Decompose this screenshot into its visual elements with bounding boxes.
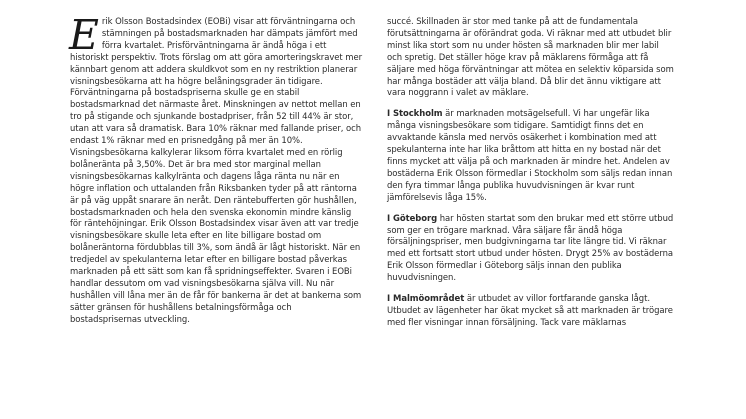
goteborg-text: har hösten startat som den brukar med ett större utbud som ger en trögare marknad. Våra säljare får ändå höga försäljningspriser, men budgivningarna tar lite längre tid. Vi räknar med ett fortsatt stort utbud under hösten. Drygt 25% av bostäderna Erik Olsson förmedlar i Göteborg säljs innan den publika huvudvisningen. — [387, 212, 674, 283]
malmo-text: är utbudet av villor fortfarande ganska lågt. Utbudet av lägenheter har ökat mycket så att marknaden är trögare med fler visningar innan försäljning. Tack vare mäklarnas — [387, 293, 673, 327]
stockholm-heading: I Stockholm — [387, 108, 443, 119]
right-column — [387, 16, 674, 329]
stockholm-paragraph — [387, 108, 674, 203]
stockholm-text: är marknaden motsägelsefull. Vi har ungefär lika många visningsbesökare som tidigare. Samtidigt finns det en avvaktande känsla med nervös osäkerhet i kombination med att spekulanterna inte har lika bråttom att hitta en ny bostad när det finns mycket att välja på och marknaden är mindre het. Andelen av bostäderna Erik Olsson förmedlar i Stockholm som säljs redan innan den fyra timmar långa publika huvudvisningen är kvar runt jämförelsevis låga 15%. — [387, 108, 673, 202]
malmo-paragraph — [387, 293, 674, 329]
goteborg-heading: I Göteborg — [387, 212, 438, 223]
intro-paragraph — [69, 11, 363, 326]
malmo-heading: I Malmöområdet — [387, 293, 465, 304]
intro-text: rik Olsson Bostadsindex (EOBi) visar att förväntningarna och stämningen på bostadsmarknaden har dämpats jämfört med förra kvartalet. Prisförväntningarna är ändå höga i ett historiskt perspektiv. Trots förslag om att göra amorteringskravet mer kännbart genom att addera skuldkvot som en ny restriktion planerar visningsbesökarna att ha högre belåningsgrader än tidigare. Förväntningarna på bostadspriserna skulle ge en stabil bostadsmarknad det närmaste året. Minskningen av nettot mellan en tro på stigande och sjunkande bostadpriser, från 52 till 44% är stor, utan att vara så dramatisk. Bara 10% räknar med fallande priser, och endast 1% räknar med en prisnedgång på mer än 10%. Visningsbesökarna kalkylerar liksom förra kvartalet med en rörlig bolåneränta på 3,50%. Det är bra med stor marginal mellan visningsbesökarnas kalkylränta och dagens låga ränta nu när en högre inflation och uttalanden från Riksbanken tyder på att räntorna är på väg uppåt snarare än neråt. Den räntebufferten gör hushållen, bostadsmarknaden och hela den svenska ekonomin mindre känslig för räntehöjningar. Erik Olsson Bostadsindex visar även att var tredje visningsbesökare skulle leta efter en lite billigare bostad om bolåneräntorna fördubblas till 3%, som ändå är lågt historiskt. När en tredjedel av spekulanterna letar efter en billigare bostad påverkas marknaden på ett sätt som kan få spridningseffekter. Svaren i EOBi handlar dessutom om vad visningsbesökarna själva vill. Nu när hushållen vill låna mer än de får för bankerna är det at bankerna som sätter gränsen för hushållens betalningsförmåga och bostadsprisernas utveckling. — [70, 16, 363, 324]
left-column — [69, 11, 363, 326]
drop-cap: E — [69, 11, 99, 59]
continuation-paragraph: succé. Skillnaden är stor med tanke på att de fundamentala förutsättningarna är oförändrat goda. Vi räknar med att utbudet blir minst lika stort som nu under hösten så marknaden blir mer labil och spretig. Det ställer höge krav på mäklarens förmåga att få säljare med höga förväntningar att mötea en selektiv köparsida som har många bostäder att välja bland. Då blir det ännu viktigare att vara noggrann i valet av mäklare. — [387, 16, 674, 98]
goteborg-paragraph — [387, 213, 674, 284]
